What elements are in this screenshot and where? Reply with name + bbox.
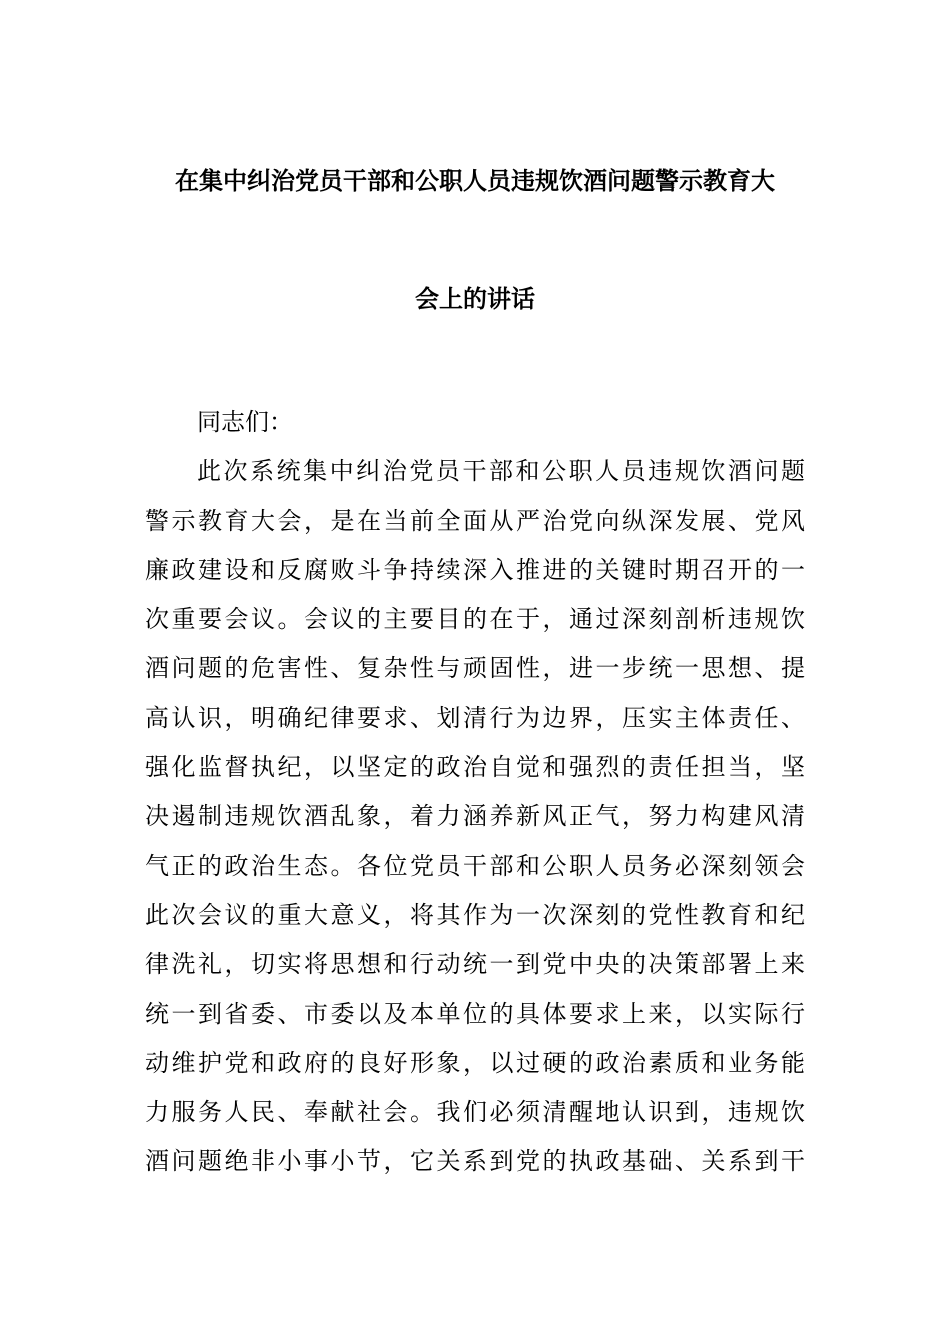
paragraph-line: 动维护党和政府的良好形象，以过硬的政治素质和业务能 [145, 1048, 805, 1077]
document-body [145, 398, 805, 1187]
paragraph-line: 此次会议的重大意义，将其作为一次深刻的党性教育和纪 [145, 900, 805, 929]
document-title-line-2: 会上的讲话 [415, 284, 535, 313]
paragraph-line: 气正的政治生态。各位党员干部和公职人员务必深刻领会 [145, 851, 805, 880]
paragraph-line: 酒问题绝非小事小节，它关系到党的执政基础、关系到干 [145, 1147, 805, 1176]
paragraph-line: 决遏制违规饮酒乱象，着力涵养新风正气，努力构建风清 [145, 802, 805, 831]
paragraph-line: 此次系统集中纠治党员干部和公职人员违规饮酒问题 [197, 457, 805, 486]
paragraph-line: 统一到省委、市委以及本单位的具体要求上来，以实际行 [145, 999, 805, 1028]
document-title-line-1: 在集中纠治党员干部和公职人员违规饮酒问题警示教育大 [175, 166, 775, 195]
body-paragraph [145, 447, 805, 1186]
paragraph-line: 律洗礼，切实将思想和行动统一到党中央的决策部署上来 [145, 950, 805, 979]
salutation: 同志们： [197, 408, 293, 436]
paragraph-line: 力服务人民、奉献社会。我们必须清醒地认识到，违规饮 [145, 1098, 805, 1127]
paragraph-line: 廉政建设和反腐败斗争持续深入推进的关键时期召开的一 [145, 555, 805, 584]
paragraph-line: 强化监督执纪，以坚定的政治自觉和强烈的责任担当，坚 [145, 753, 805, 782]
paragraph-line: 次重要会议。会议的主要目的在于，通过深刻剖析违规饮 [145, 605, 805, 634]
paragraph-line: 高认识，明确纪律要求、划清行为边界，压实主体责任、 [145, 703, 805, 732]
paragraph-line: 警示教育大会，是在当前全面从严治党向纵深发展、党风 [145, 506, 805, 535]
paragraph-line: 酒问题的危害性、复杂性与顽固性，进一步统一思想、提 [145, 654, 805, 683]
